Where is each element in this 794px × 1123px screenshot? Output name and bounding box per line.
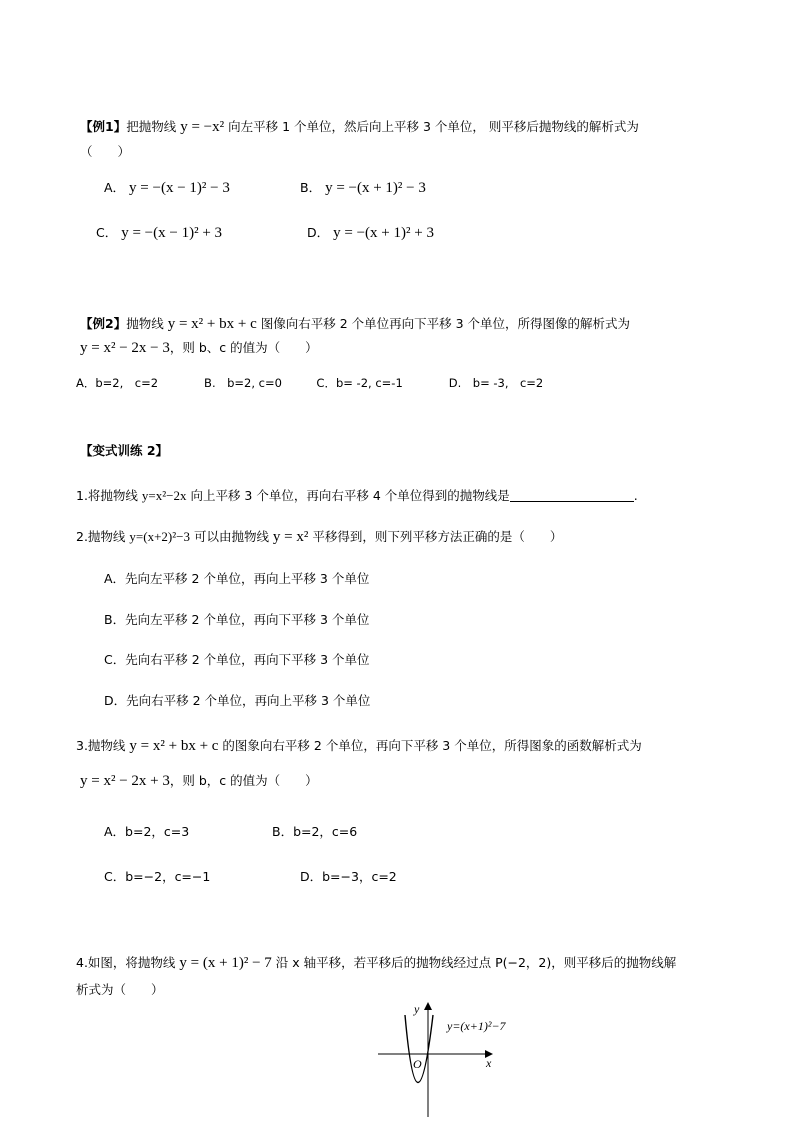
answer-blank: [510, 489, 634, 502]
practice-q2-option-c: C．先向右平移 2 个单位，再向下平移 3 个单位: [104, 652, 370, 667]
practice-q4: 4.如图，将抛物线 y = (x + 1)² − 7 沿 x 轴平移，若平移后的抛物线经过点 P(−2，2)，则平移后的抛物线解: [76, 955, 677, 971]
example-1-answer-paren: （ ）: [80, 144, 131, 159]
practice-q2: 2.抛物线 y=(x+2)²−3 可以由抛物线 y = x² 平移得到，则下列平移方法正确的是（ ）: [76, 529, 563, 545]
example-1-heading: 【例1】: [80, 119, 127, 134]
example-1-option-b: B． y = −(x + 1)² − 3: [300, 180, 426, 196]
practice-q3-option-b: B．b=2，c=6: [272, 824, 358, 839]
curve-label: y=(x+1)²−7: [447, 1019, 506, 1033]
practice-q3-option-d: D．b=−3，c=2: [300, 869, 397, 884]
origin-label: O: [413, 1057, 422, 1071]
practice-q2-option-b: B．先向左平移 2 个单位，再向下平移 3 个单位: [104, 612, 370, 627]
example-2-result: y = x² − 2x − 3，则 b、c 的值为（ ）: [80, 340, 318, 356]
example-1-stem: 【例1】把抛物线 y = −x² 向左平移 1 个单位，然后向上平移 3 个单位， 则平移后抛物线的解析式为: [80, 119, 639, 135]
parabola-figure: [370, 995, 510, 1123]
practice-heading: 【变式训练 2】: [80, 443, 169, 458]
example-1-option-d: D． y = −(x + 1)² + 3: [307, 225, 434, 241]
practice-q2-option-a: A．先向左平移 2 个单位，再向上平移 3 个单位: [104, 571, 370, 586]
example-1-expression: y = −x²: [180, 119, 225, 135]
example-2-options: A．b=2, c=2 B. b=2, c=0 C．b= -2, c=-1 D. b= -3, c=2: [76, 376, 544, 390]
example-1-option-c: C． y = −(x − 1)² + 3: [96, 225, 223, 241]
y-axis-label: y: [414, 1002, 420, 1016]
example-1-option-a: A． y = −(x − 1)² − 3: [104, 180, 230, 196]
parabola-curve: [405, 1015, 433, 1083]
example-2-heading: 【例2】: [80, 316, 127, 331]
example-2-stem: 【例2】抛物线 y = x² + bx + c 图像向右平移 2 个单位再向下平移 3 个单位，所得图像的解析式为: [80, 316, 631, 332]
practice-q1: 1.将抛物线 y=x²−2x 向上平移 3 个单位，再向右平移 4 个单位得到的抛物线是 .: [76, 488, 638, 503]
practice-q3-option-c: C．b=−2，c=−1: [104, 869, 211, 884]
practice-q3-option-a: A．b=2，c=3: [104, 824, 190, 839]
practice-q4-cont: 析式为（ ）: [76, 982, 164, 997]
practice-q3-result: y = x² − 2x + 3，则 b，c 的值为（ ）: [80, 773, 318, 789]
practice-q2-option-d: D．先向右平移 2 个单位，再向上平移 3 个单位: [104, 693, 371, 708]
example-2-expression: y = x² + bx + c: [167, 316, 257, 332]
practice-q3: 3.抛物线 y = x² + bx + c 的图象向右平移 2 个单位，再向下平移 3 个单位，所得图象的函数解析式为: [76, 738, 642, 754]
x-axis-label: x: [486, 1056, 492, 1070]
